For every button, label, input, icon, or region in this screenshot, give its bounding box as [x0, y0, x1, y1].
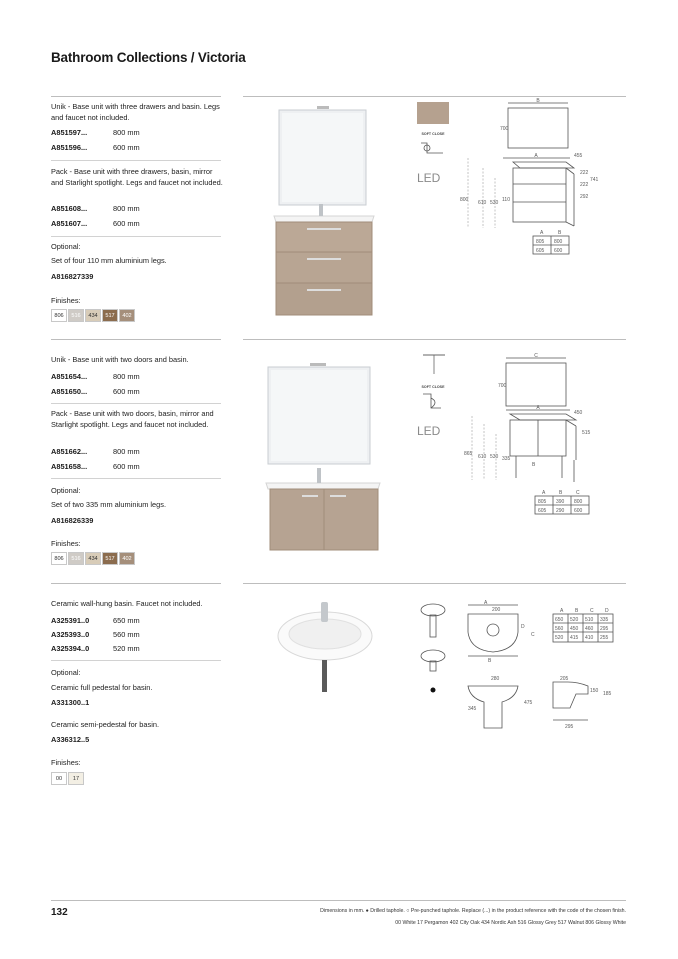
finish-legend: 00 White 17 Pergamon 402 City Oak 434 Nordic Ash 516 Glossy Grey 517 Walnut 806 Glossy White — [395, 920, 626, 926]
dimension-label: 700 — [500, 126, 509, 132]
table-cell: 800 — [554, 239, 563, 245]
footnote: Dimensions in mm. ● Drilled taphole. ○ Pre-punched taphole. Replace (...) in the product reference with the code of the chosen finish. — [320, 908, 626, 914]
cabinet-outline — [513, 168, 566, 222]
table-header: A — [542, 490, 546, 496]
soft-close-label: SOFT CLOSE — [421, 132, 445, 136]
faucet — [319, 204, 323, 216]
spotlight — [317, 106, 329, 109]
divider — [243, 583, 626, 584]
dimension-label: 185 — [603, 691, 612, 697]
dimension-label: 865 — [464, 451, 473, 457]
finish-swatches — [51, 772, 84, 785]
product-description: Ceramic wall-hung basin. Faucet not included. — [51, 599, 203, 608]
door-handle — [330, 495, 346, 497]
optional-description: Ceramic semi-pedestal for basin. — [51, 720, 160, 729]
finish-swatch: 517 — [102, 309, 118, 322]
dimension-label: 335 — [502, 456, 511, 462]
drawer-thumbnail-icon — [417, 102, 449, 124]
dimension-label: 150 — [590, 688, 599, 694]
table-cell: 295 — [600, 626, 609, 632]
table-cell: 800 — [574, 499, 583, 505]
soft-close-icon-detail — [431, 398, 435, 408]
table-cell: 520 — [570, 617, 579, 623]
mirror-outline — [506, 363, 566, 406]
semi-pedestal-icon-stem — [430, 661, 436, 671]
product-size: 800 mm — [113, 128, 140, 137]
basin — [266, 483, 380, 489]
dimension-table — [533, 230, 569, 254]
product-code: A851608... — [51, 204, 88, 213]
dimension-label: 345 — [468, 706, 477, 712]
dimension-label: 280 — [491, 676, 500, 682]
table-cell: 460 — [585, 626, 594, 632]
door-handle — [302, 495, 318, 497]
finish-swatch: 17 — [68, 772, 84, 785]
table-cell: 290 — [556, 508, 565, 514]
feature-icons — [413, 350, 453, 450]
product-code: A851654... — [51, 372, 88, 381]
finishes-label: Finishes: — [51, 296, 81, 305]
product-photo-three-drawer-unit — [262, 100, 392, 320]
optional-code: A336312..5 — [51, 735, 90, 744]
dimension-label: A — [484, 600, 488, 606]
table-cell: 600 — [554, 248, 563, 254]
divider — [51, 236, 221, 237]
table-header: D — [605, 608, 609, 614]
table-cell: 255 — [600, 635, 609, 641]
product-code: A851662... — [51, 447, 88, 456]
optional-description: Ceramic full pedestal for basin. — [51, 683, 153, 692]
dimension-label: 475 — [524, 700, 533, 706]
feature-icons — [413, 100, 453, 200]
drawer-handle — [307, 258, 341, 260]
dimension-label: 530 — [490, 454, 499, 460]
spotlight — [310, 363, 326, 366]
full-pedestal-icon — [421, 604, 445, 616]
basin-bowl — [289, 619, 361, 649]
dimension-label: 205 — [560, 676, 569, 682]
table-cell: 415 — [570, 635, 579, 641]
table-cell: 805 — [538, 499, 547, 505]
dimension-label: 450 — [574, 410, 583, 416]
product-code: A325393..0 — [51, 630, 90, 639]
finish-swatch: 806 — [51, 309, 67, 322]
dimension-table — [535, 490, 589, 514]
technical-drawing-two-door — [458, 350, 608, 520]
side-line — [566, 222, 574, 226]
page-number: 132 — [51, 907, 68, 918]
finish-swatches — [51, 309, 135, 322]
full-pedestal-icon-stem — [430, 615, 436, 637]
dimension-label: 741 — [590, 177, 599, 183]
table-cell: 650 — [555, 617, 564, 623]
table-header: B — [575, 608, 579, 614]
dimension-label: 700 — [498, 383, 507, 389]
optional-code: A816827339 — [51, 272, 94, 281]
finishes-label: Finishes: — [51, 539, 81, 548]
trap — [322, 660, 327, 692]
dimension-label: B — [532, 462, 536, 468]
divider — [243, 339, 626, 340]
table-header: B — [559, 490, 563, 496]
optional-label: Optional: — [51, 486, 81, 495]
product-code: A851650... — [51, 387, 88, 396]
divider — [51, 478, 221, 479]
product-photo-two-door-unit — [262, 350, 392, 560]
mirror-outline — [508, 108, 568, 148]
divider — [51, 583, 221, 584]
drain-outline — [487, 624, 499, 636]
side-line — [566, 168, 574, 174]
table-cell: 510 — [585, 617, 594, 623]
product-size: 560 mm — [113, 630, 140, 639]
dimension-label: 530 — [490, 200, 499, 206]
semi-pedestal-icon — [421, 650, 445, 662]
dimension-label: 295 — [565, 724, 574, 730]
dimension-label: D — [521, 624, 525, 630]
dimension-label: 455 — [574, 153, 583, 159]
dimension-label: B — [488, 658, 492, 664]
dimension-label: C — [534, 353, 538, 359]
dimension-label: 800 — [460, 197, 469, 203]
product-size: 800 mm — [113, 372, 140, 381]
drilled-taphole-icon — [431, 688, 436, 693]
finish-swatch: 806 — [51, 552, 67, 565]
dimension-label: A — [536, 405, 540, 411]
optional-description: Set of four 110 mm aluminium legs. — [51, 256, 167, 265]
table-cell: 605 — [538, 508, 547, 514]
divider — [51, 403, 221, 404]
dimension-label: 610 — [478, 454, 487, 460]
product-code: A851658... — [51, 462, 88, 471]
product-size: 520 mm — [113, 644, 140, 653]
product-code: A851597... — [51, 128, 88, 137]
product-code: A325394..0 — [51, 644, 90, 653]
product-description: Unik - Base unit with three drawers and basin. Legs and faucet not included. — [51, 102, 220, 122]
divider — [51, 660, 221, 661]
table-cell: 605 — [536, 248, 545, 254]
optional-code: A331300..1 — [51, 698, 90, 707]
finish-swatches — [51, 552, 135, 565]
mirror-glass — [282, 113, 363, 202]
product-code: A851607... — [51, 219, 88, 228]
semi-pedestal-outline — [553, 682, 588, 708]
drawer — [276, 252, 372, 283]
optional-label: Optional: — [51, 242, 81, 251]
dimension-label: 610 — [478, 200, 487, 206]
divider — [243, 96, 626, 97]
table-cell: 410 — [585, 635, 594, 641]
product-size: 600 mm — [113, 387, 140, 396]
soft-close-icon — [423, 394, 441, 408]
basin — [274, 216, 374, 222]
technical-drawing-basin — [458, 598, 628, 738]
basin-outline — [510, 414, 576, 420]
table-cell: 450 — [570, 626, 579, 632]
product-size: 800 mm — [113, 447, 140, 456]
product-size: 600 mm — [113, 219, 140, 228]
dimension-label: 110 — [502, 197, 510, 203]
faucet — [317, 468, 321, 483]
drawer — [276, 222, 372, 252]
product-size: 650 mm — [113, 616, 140, 625]
dimension-label: A — [534, 153, 538, 159]
product-code: A325391..0 — [51, 616, 90, 625]
product-description: Pack - Base unit with three drawers, basin, mirror and Starlight spotlight. Legs and faucet not included. — [51, 167, 223, 187]
finish-swatch: 00 — [51, 772, 67, 785]
finish-swatch: 434 — [85, 552, 101, 565]
basin-top-outline — [468, 614, 518, 652]
drawer-handle — [307, 228, 341, 230]
table-header: C — [590, 608, 594, 614]
faucet — [321, 602, 328, 622]
dimension-label: C — [531, 632, 535, 638]
drawer — [276, 283, 372, 315]
table-header: A — [540, 230, 544, 236]
divider — [51, 339, 221, 340]
dimension-label: 515 — [582, 430, 591, 436]
table-header: B — [558, 230, 562, 236]
technical-drawing-three-drawer — [458, 98, 608, 258]
table-cell: 805 — [536, 239, 545, 245]
optional-code: A816826339 — [51, 516, 94, 525]
finish-swatch: 517 — [102, 552, 118, 565]
finish-swatch: 402 — [119, 309, 135, 322]
product-size: 600 mm — [113, 462, 140, 471]
table-cell: 390 — [556, 499, 565, 505]
soft-close-label: SOFT CLOSE — [421, 385, 445, 389]
table-cell: 600 — [574, 508, 583, 514]
product-photo-wall-hung-basin — [270, 598, 380, 698]
dimension-label: B — [536, 98, 540, 104]
optional-label: Optional: — [51, 668, 81, 677]
led-label: LED — [417, 424, 441, 438]
finish-swatch: 516 — [68, 552, 84, 565]
divider — [51, 160, 221, 161]
dimension-label: 292 — [580, 194, 589, 200]
table-header: A — [560, 608, 564, 614]
finish-swatch: 434 — [85, 309, 101, 322]
basin-outline — [513, 162, 574, 168]
product-size: 600 mm — [113, 143, 140, 152]
product-code: A851596... — [51, 143, 88, 152]
footer-divider — [51, 900, 626, 901]
drawer-handle — [307, 289, 341, 291]
page-title: Bathroom Collections / Victoria — [51, 50, 246, 65]
mirror-glass — [271, 370, 367, 461]
dimension-label: 200 — [492, 607, 501, 613]
finishes-label: Finishes: — [51, 758, 81, 767]
table-cell: 520 — [555, 635, 564, 641]
product-description: Pack - Base unit with two doors, basin, mirror and Starlight spotlight. Legs and faucet not included. — [51, 409, 214, 429]
dimension-table — [553, 608, 613, 642]
finish-swatch: 516 — [68, 309, 84, 322]
product-description: Unik - Base unit with two doors and basin. — [51, 355, 189, 364]
finish-swatch: 402 — [119, 552, 135, 565]
product-size: 800 mm — [113, 204, 140, 213]
optional-description: Set of two 335 mm aluminium legs. — [51, 500, 167, 509]
feature-icons — [413, 598, 453, 698]
table-cell: 335 — [600, 617, 609, 623]
table-header: C — [576, 490, 580, 496]
table-cell: 560 — [555, 626, 564, 632]
side-line — [566, 420, 576, 426]
dimension-label: 222 — [580, 182, 589, 188]
led-label: LED — [417, 171, 441, 185]
divider — [51, 96, 221, 97]
dimension-label: 222 — [580, 170, 589, 176]
